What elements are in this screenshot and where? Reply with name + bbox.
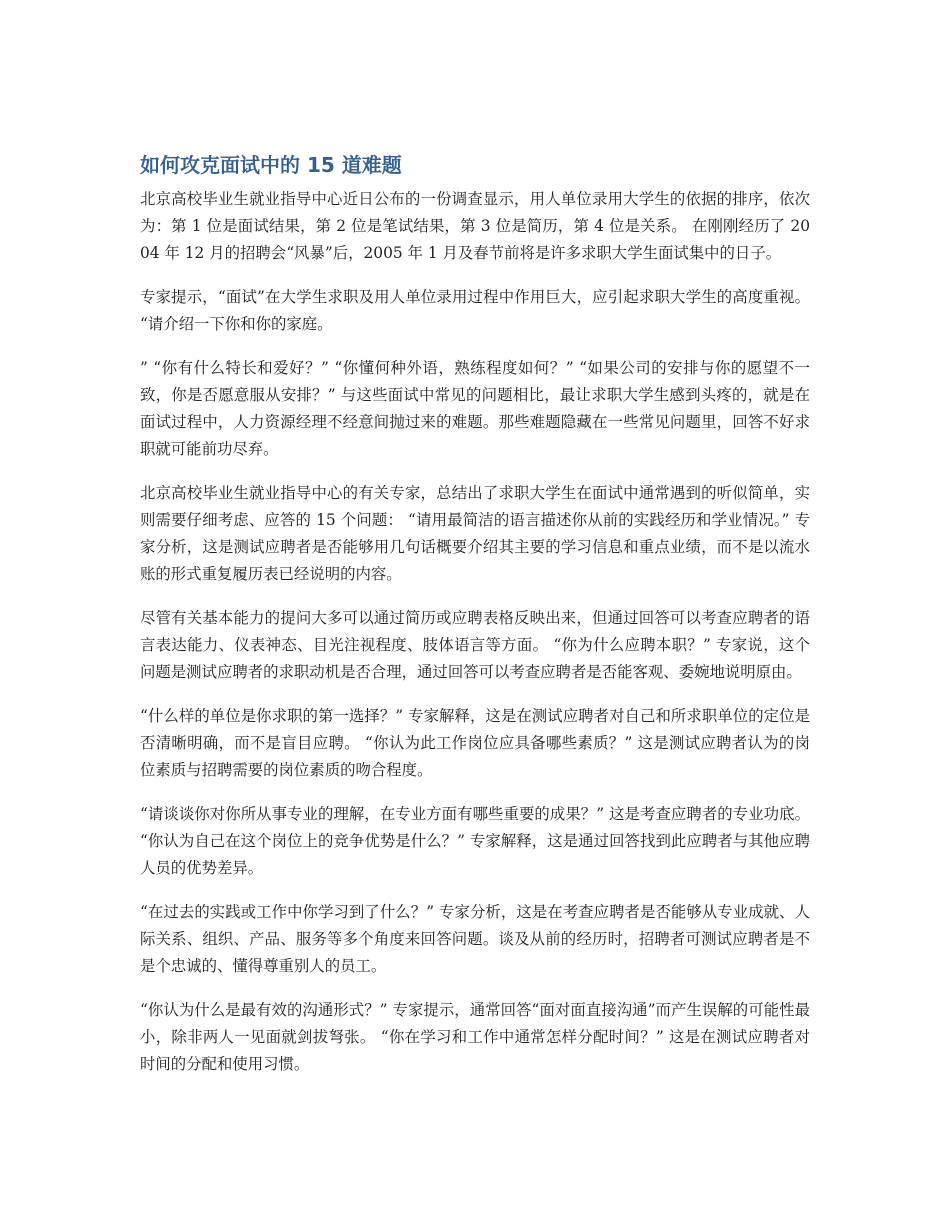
paragraph-9: “你认为什么是最有效的沟通形式？” 专家提示，通常回答“面对面直接沟通”而产生误解的可能性最小，除非两人一见面就剑拔弩张。 “你在学习和工作中通常怎样分配时间？” 这是在测试应聘者对时间的分配和使用习惯。 <box>140 1001 810 1073</box>
paragraph-4: 北京高校毕业生就业指导中心的有关专家，总结出了求职大学生在面试中通常遇到的听似简单，实则需要仔细考虑、应答的 15 个问题： “请用最简洁的语言描述你从前的实践经历和学业情况。” 专家分析，这是测试应聘者是否能够用几句话概要介绍其主要的学习信息和重点业绩，而不是以流水账的形式重复履历表已经说明的内容。 <box>140 484 810 583</box>
paragraph-7: “请谈谈你对你所从事专业的理解，在专业方面有哪些重要的成果？” 这是考查应聘者的专业功底。 “你认为自己在这个岗位上的竞争优势是什么？” 专家解释，这是通过回答找到此应聘者与其他应聘人员的优势差异。 <box>140 805 810 877</box>
paragraph-5: 尽管有关基本能力的提问大多可以通过简历或应聘表格反映出来，但通过回答可以考查应聘者的语言表达能力、仪表神态、目光注视程度、肢体语言等方面。 “你为什么应聘本职？” 专家说，这个问题是测试应聘者的求职动机是否合理，通过回答可以考查应聘者是否能客观、委婉地说明原由。 <box>140 609 810 681</box>
document-page <box>140 150 810 1095</box>
paragraph-2: 专家提示，“面试”在大学生求职及用人单位录用过程中作用巨大，应引起求职大学生的高度重视。 “请介绍一下你和你的家庭。 <box>140 288 810 333</box>
paragraph-8: “在过去的实践或工作中你学习到了什么？” 专家分析，这是在考查应聘者是否能够从专业成就、人际关系、组织、产品、服务等多个角度来回答问题。谈及从前的经历时，招聘者可测试应聘者是不是个忠诚的、懂得尊重别人的员工。 <box>140 903 810 975</box>
paragraph-3: ” “你有什么特长和爱好？” “你懂何种外语，熟练程度如何？” “如果公司的安排与你的愿望不一致，你是否愿意服从安排？” 与这些面试中常见的问题相比，最让求职大学生感到头疼的，就是在面试过程中，人力资源经理不经意间抛过来的难题。那些难题隐藏在一些常见问题里，回答不好求职就可能前功尽弃。 <box>140 359 810 458</box>
document-title: 如何攻克面试中的 15 道难题 <box>140 153 402 177</box>
paragraph-1: 北京高校毕业生就业指导中心近日公布的一份调查显示，用人单位录用大学生的依据的排序，依次为：第 1 位是面试结果，第 2 位是笔试结果，第 3 位是简历，第 4 位是关系。 在刚刚经历了 2004 年 12 月的招聘会“风暴”后，2005 年 1 月及春节前将是许多求职大学生面试集中的日子。 <box>140 190 810 262</box>
paragraph-6: “什么样的单位是你求职的第一选择？” 专家解释，这是在测试应聘者对自己和所求职单位的定位是否清晰明确，而不是盲目应聘。 “你认为此工作岗位应具备哪些素质？” 这是测试应聘者认为的岗位素质与招聘需要的岗位素质的吻合程度。 <box>140 707 810 779</box>
